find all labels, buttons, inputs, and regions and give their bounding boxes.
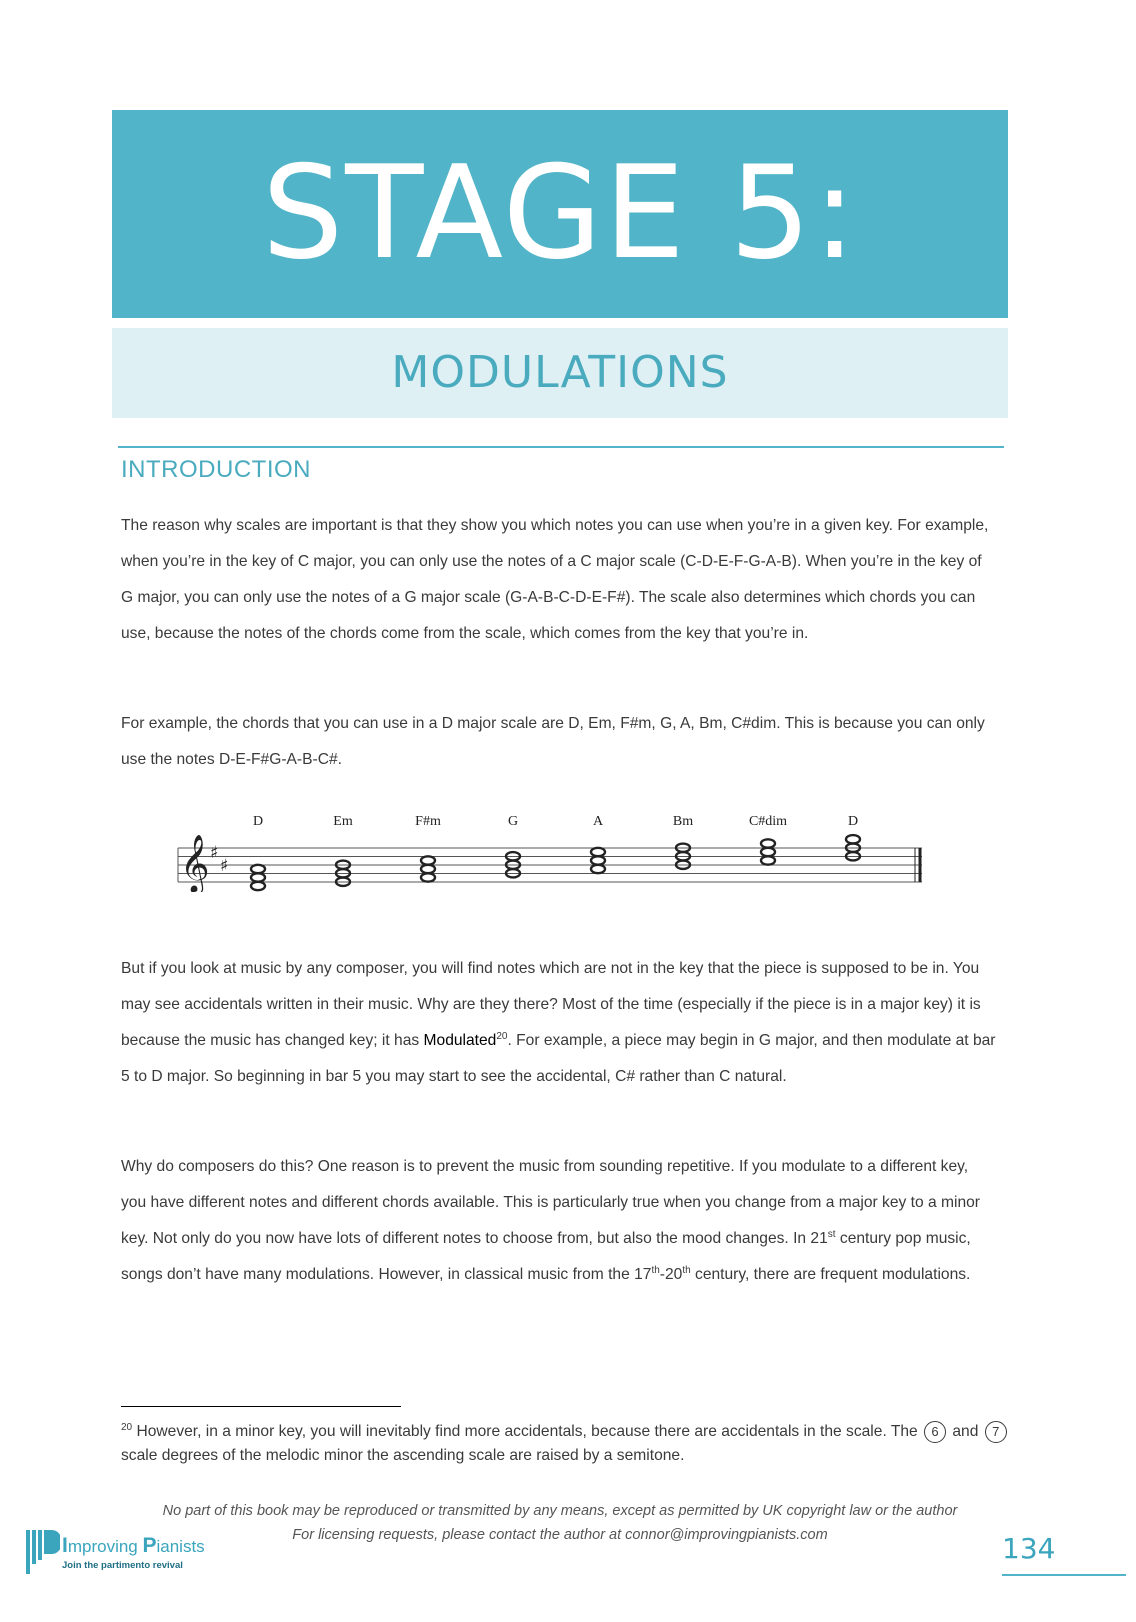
sharp-c-icon: ♯: [220, 856, 229, 876]
stage-banner: [112, 110, 1008, 318]
copyright-line-1: No part of this book may be reproduced or transmitted by any means, except as permitted by UK copyright law or the author: [162, 1503, 958, 1519]
whole-note: [591, 856, 605, 864]
whole-note: [846, 835, 860, 843]
whole-note: [761, 856, 775, 864]
copyright-line-2: For licensing requests, please contact the author at connor@improvingpianists.com: [292, 1527, 828, 1543]
footnote-text-b: and: [948, 1423, 983, 1440]
brand-name: Improving Pianists: [62, 1534, 205, 1557]
chapter-subtitle-banner: [112, 328, 1008, 418]
page-number: 134: [1002, 1532, 1056, 1565]
scale-degree-6-icon: 6: [924, 1421, 946, 1443]
footnote-text-a: However, in a minor key, you will inevitably find more accidentals, because there are accidentals in the scale. The: [132, 1423, 923, 1440]
paragraph-2: For example, the chords that you can use in a D major scale are D, Em, F#m, G, A, Bm, C#dim. This is because you can only use the notes D-E-F#G-A-B-C#.: [121, 715, 985, 768]
chord-label: G: [507, 814, 519, 829]
footnote: [121, 1420, 1011, 1468]
whole-note: [421, 856, 435, 864]
paragraph-3-end: . For example, a piece may begin in G major, and then modulate at bar 5 to D major. So beginning in bar 5 you may start to see the accidental, C# rather than C natural.: [121, 1032, 996, 1085]
chord-label: C#dim: [748, 814, 788, 829]
whole-note: [251, 882, 265, 890]
chapter-subtitle: MODULATIONS: [391, 347, 729, 398]
glossary-term-modulated: Modulated: [423, 1032, 497, 1049]
ordinal-suffix: th: [651, 1264, 660, 1276]
sharp-f-icon: ♯: [210, 843, 219, 863]
chord-label: F#m: [415, 814, 441, 829]
footnote-separator: [121, 1406, 401, 1407]
footnote-ref: 20: [496, 1030, 508, 1042]
chord-label: Bm: [672, 814, 694, 829]
copyright-notice: [112, 1499, 1008, 1547]
chord-label: Em: [333, 814, 353, 829]
whole-note: [251, 865, 265, 873]
staff-lines: [178, 848, 922, 882]
page-number-underline: [1002, 1574, 1126, 1576]
scale-degree-7-icon: 7: [985, 1421, 1007, 1443]
whole-note: [421, 865, 435, 873]
whole-note: [761, 848, 775, 856]
section-heading: INTRODUCTION: [121, 456, 311, 483]
whole-note: [591, 865, 605, 873]
paragraph-3: [121, 951, 997, 1095]
paragraph-4-part-c: -20: [659, 1266, 683, 1283]
stage-title: STAGE 5:: [261, 139, 859, 288]
ordinal-suffix: th: [682, 1264, 691, 1276]
paragraph-1: The reason why scales are important is that they show you which notes you can use when you’re in a given key. For example, when you’re in the key of C major, you can only use the notes of a C major scale (C-D-E-F-G-A-B). When you’re in the key of G major, you can only use the notes of a G major scale (G-A-B-C-D-E-F#). The scale also determines which chords you can use, because the notes of the chords come from the scale, which comes from the key that you’re in.: [121, 517, 989, 642]
paragraph-3-start: But if you look at music by any composer, you will find notes which are not in the key that the piece is supposed to be in. You may see accidentals written in their music. Why are they there? Most of the time (especially if the piece is in a major key) it is because the music has changed key; it has: [121, 960, 981, 1049]
paragraph-4-part-d: century, there are frequent modulations.: [690, 1266, 971, 1283]
treble-clef-icon: 𝄞: [180, 834, 210, 892]
chord-label: D: [252, 814, 264, 829]
piano-logo-icon: [24, 1528, 60, 1576]
ordinal-suffix: st: [827, 1228, 836, 1240]
whole-note: [421, 873, 435, 881]
chord-label: D: [847, 814, 859, 829]
chord-staff: [170, 812, 950, 892]
paragraph-4: [121, 1149, 997, 1293]
section-divider: [118, 446, 1004, 448]
whole-note: [591, 848, 605, 856]
footnote-number: 20: [121, 1421, 133, 1433]
brand-tagline: Join the partimento revival: [62, 1560, 183, 1571]
paragraph-4-part-a: Why do composers do this? One reason is to prevent the music from sounding repetitive. If you modulate to a different key, you have different notes and different chords available. This is particularly true when you change from a major key to a minor key. Not only do you now have lots of different notes to choose from, but also the mood changes. In 21: [121, 1158, 980, 1247]
whole-note: [761, 839, 775, 847]
whole-note: [251, 873, 265, 881]
footnote-text-c: scale degrees of the melodic minor the ascending scale are raised by a semitone.: [121, 1447, 685, 1464]
paragraph-4-part-b: century pop music, songs don’t have many modulations. However, in classical music from the 17: [121, 1230, 971, 1283]
chord-label: A: [592, 814, 604, 829]
brand-logo: [62, 1534, 205, 1571]
